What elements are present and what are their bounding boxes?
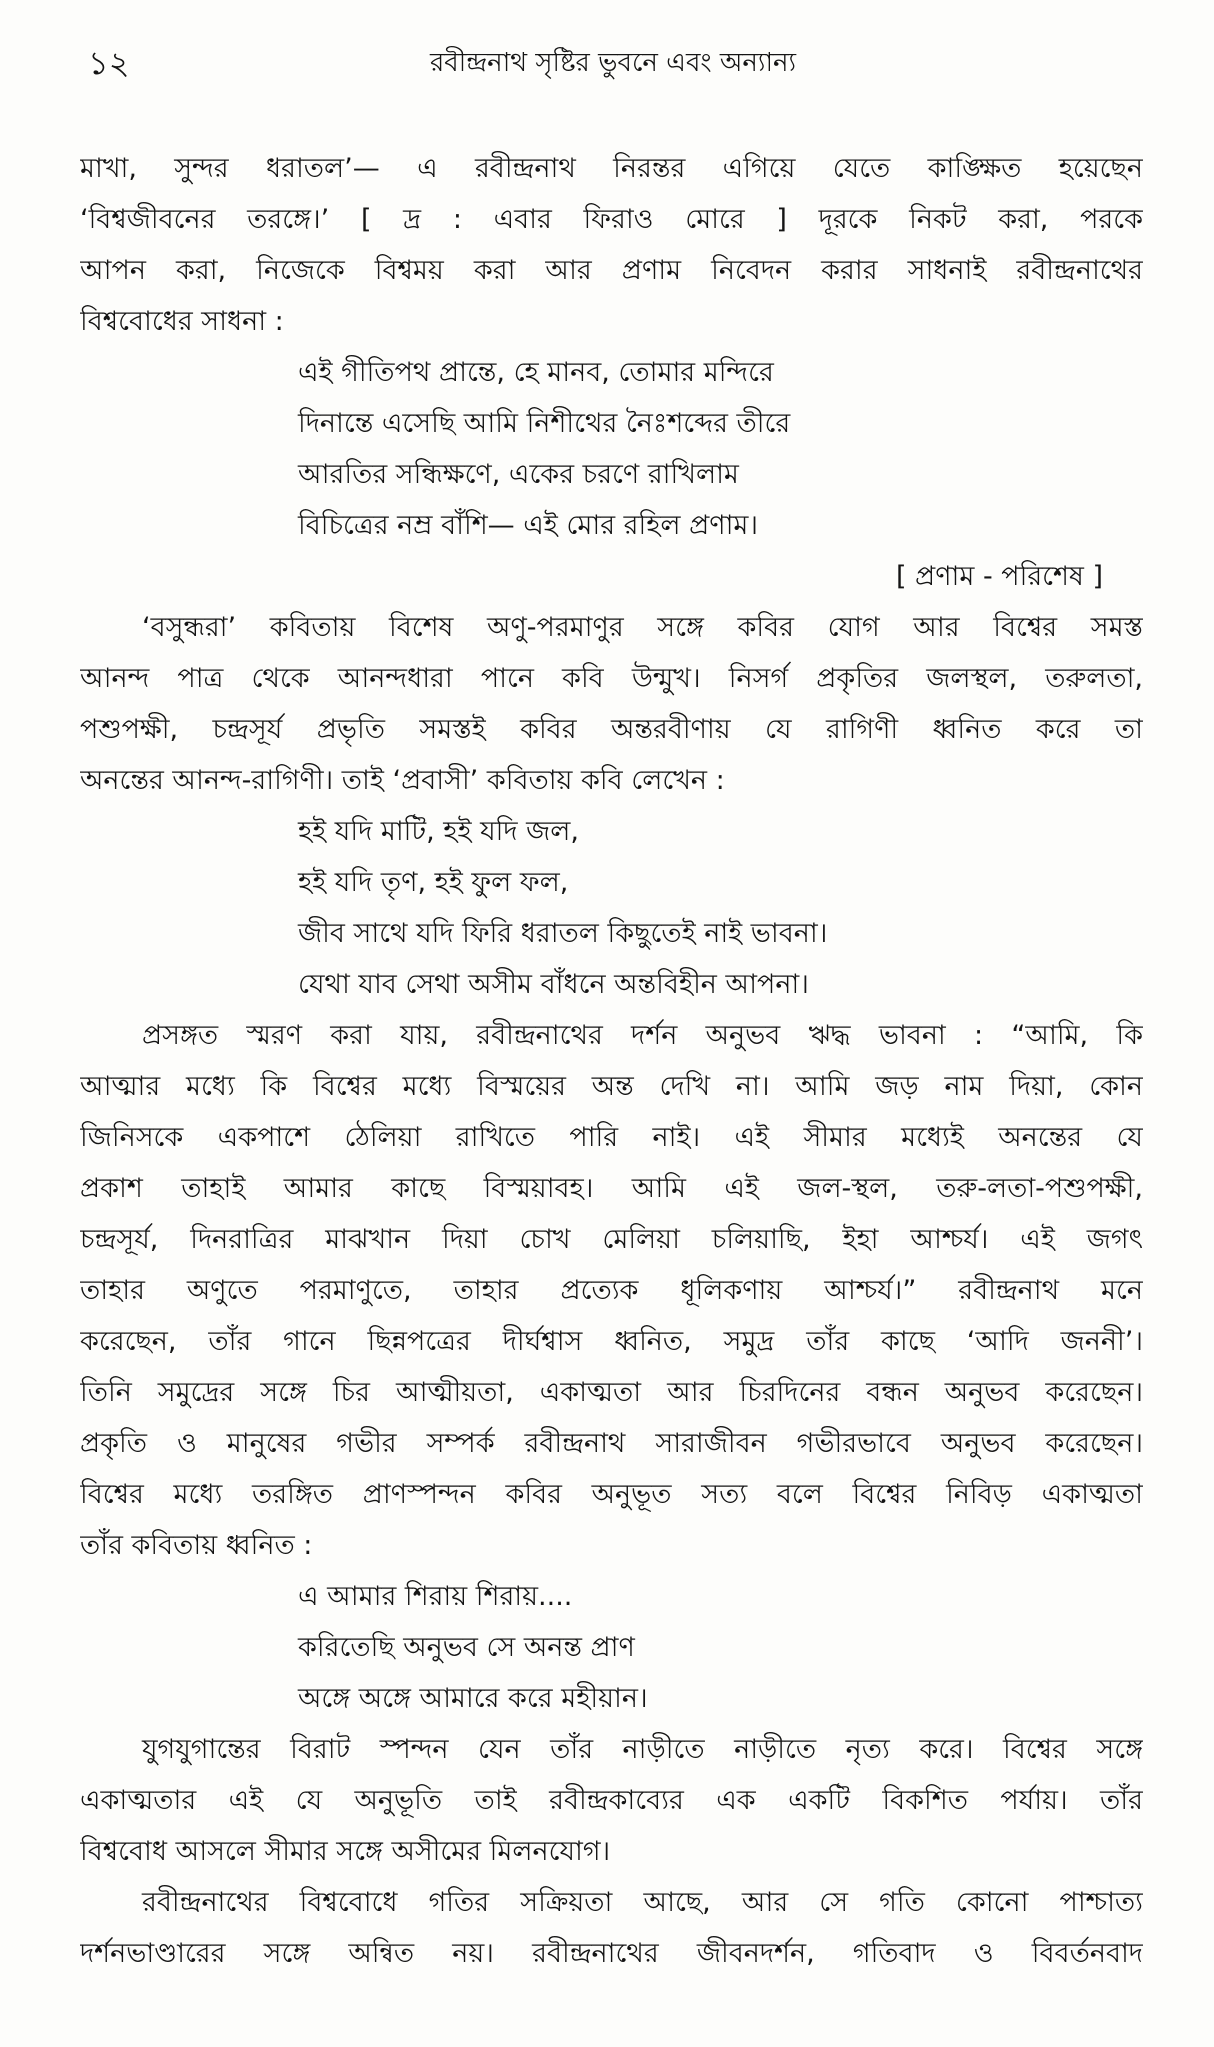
text-line: অনন্তের আনন্দ-রাগিণী। তাই ‘প্রবাসী’ কবিতায় কবি লেখেন : [80, 765, 725, 796]
text-line: আনন্দ পাত্র থেকে আনন্দধারা পানে কবি উন্মুখ। নিসর্গ প্রকৃতির জলস্থল, তরুলতা, [80, 663, 1143, 694]
running-header [78, 38, 1148, 88]
text-line: বিশ্বের মধ্যে তরঙ্গিত প্রাণস্পন্দন কবির অনুভূত সত্য বলে বিশ্বের নিবিড় একাত্মতা [80, 1479, 1143, 1510]
text-line: তাঁর কবিতায় ধ্বনিত : [80, 1530, 313, 1561]
text-line: মাখা, সুন্দর ধরাতল’— এ রবীন্দ্রনাথ নিরন্তর এগিয়ে যেতে কাঙ্ক্ষিত হয়েছেন [80, 153, 1143, 184]
text-line: প্রকাশ তাহাই আমার কাছে বিস্ময়াবহ। আমি এই জল-স্থল, তরু-লতা-পশুপক্ষী, [80, 1173, 1143, 1204]
text-line: চন্দ্রসূর্য, দিনরাত্রির মাঝখান দিয়া চোখ মেলিয়া চলিয়াছি, ইহা আশ্চর্য। এই জগৎ [80, 1224, 1143, 1255]
page-body-text [80, 143, 1143, 1979]
citation: [ প্রণাম - পরিশেষ ] [895, 561, 1103, 592]
running-title: রবীন্দ্রনাথ সৃষ্টির ভুবনে এবং অন্যান্য [429, 48, 797, 78]
poem-line: আরতির সন্ধিক্ষণে, একের চরণে রাখিলাম [298, 459, 739, 490]
page-number: ১২ [88, 44, 130, 82]
poem-line: যেথা যাব সেথা অসীম বাঁধনে অন্তবিহীন আপনা। [298, 969, 809, 1000]
poem-line: অঙ্গে অঙ্গে আমারে করে মহীয়ান। [298, 1683, 648, 1714]
text-line: রবীন্দ্রনাথের বিশ্ববোধে গতির সক্রিয়তা আছে, আর সে গতি কোনো পাশ্চাত্য [142, 1887, 1143, 1918]
text-line: ‘বসুন্ধরা’ কবিতায় বিশেষ অণু-পরমাণুর সঙ্গে কবির যোগ আর বিশ্বের সমস্ত [142, 612, 1143, 643]
text-line: তিনি সমুদ্রের সঙ্গে চির আত্মীয়তা, একাত্মতা আর চিরদিনের বন্ধন অনুভব করেছেন। [80, 1377, 1143, 1408]
poem-line: জীব সাথে যদি ফিরি ধরাতল কিছুতেই নাই ভাবনা। [298, 918, 828, 949]
poem-line: দিনান্তে এসেছি আমি নিশীথের নৈঃশব্দের তীরে [298, 408, 791, 439]
text-line: পশুপক্ষী, চন্দ্রসূর্য প্রভৃতি সমস্তই কবির অন্তরবীণায় যে রাগিণী ধ্বনিত করে তা [80, 714, 1143, 745]
text-line: যুগযুগান্তের বিরাট স্পন্দন যেন তাঁর নাড়ীতে নাড়ীতে নৃত্য করে। বিশ্বের সঙ্গে [142, 1734, 1143, 1765]
text-line: বিশ্ববোধ আসলে সীমার সঙ্গে অসীমের মিলনযোগ। [80, 1836, 611, 1867]
poem-line: এ আমার শিরায় শিরায়.... [298, 1581, 573, 1612]
text-line: তাহার অণুতে পরমাণুতে, তাহার প্রত্যেক ধূলিকণায় আশ্চর্য।” রবীন্দ্রনাথ মনে [80, 1275, 1143, 1306]
text-line: প্রকৃতি ও মানুষের গভীর সম্পর্ক রবীন্দ্রনাথ সারাজীবন গভীরভাবে অনুভব করেছেন। [80, 1428, 1143, 1459]
poem-line: হই যদি মাটি, হই যদি জল, [298, 816, 579, 847]
text-line: ‘বিশ্বজীবনের তরঙ্গে।’ [ দ্র : এবার ফিরাও মোরে ] দূরকে নিকট করা, পরকে [80, 204, 1143, 235]
poem-line: হই যদি তৃণ, হই ফুল ফল, [298, 867, 569, 898]
text-line: প্রসঙ্গত স্মরণ করা যায়, রবীন্দ্রনাথের দর্শন অনুভব ঋদ্ধ ভাবনা : “আমি, কি [142, 1020, 1143, 1051]
poem-line: করিতেছি অনুভব সে অনন্ত প্রাণ [298, 1632, 635, 1663]
text-line: বিশ্ববোধের সাধনা : [80, 306, 284, 337]
text-line: করেছেন, তাঁর গানে ছিন্নপত্রের দীর্ঘশ্বাস ধ্বনিত, সমুদ্র তাঁর কাছে ‘আদি জননী’। [80, 1326, 1143, 1357]
text-line: দর্শনভাণ্ডারের সঙ্গে অন্বিত নয়। রবীন্দ্রনাথের জীবনদর্শন, গতিবাদ ও বিবর্তনবাদ [80, 1938, 1143, 1969]
text-line: আত্মার মধ্যে কি বিশ্বের মধ্যে বিস্ময়ের অন্ত দেখি না। আমি জড় নাম দিয়া, কোন [80, 1071, 1143, 1102]
text-line: একাত্মতার এই যে অনুভূতি তাই রবীন্দ্রকাব্যের এক একটি বিকশিত পর্যায়। তাঁর [80, 1785, 1143, 1816]
poem-line: বিচিত্রের নম্র বাঁশি— এই মোর রহিল প্রণাম। [298, 510, 759, 541]
text-line: আপন করা, নিজেকে বিশ্বময় করা আর প্রণাম নিবেদন করার সাধনাই রবীন্দ্রনাথের [80, 255, 1143, 286]
text-line: জিনিসকে একপাশে ঠেলিয়া রাখিতে পারি নাই। এই সীমার মধ্যেই অনন্তের যে [80, 1122, 1143, 1153]
poem-line: এই গীতিপথ প্রান্তে, হে মানব, তোমার মন্দিরে [298, 357, 774, 388]
